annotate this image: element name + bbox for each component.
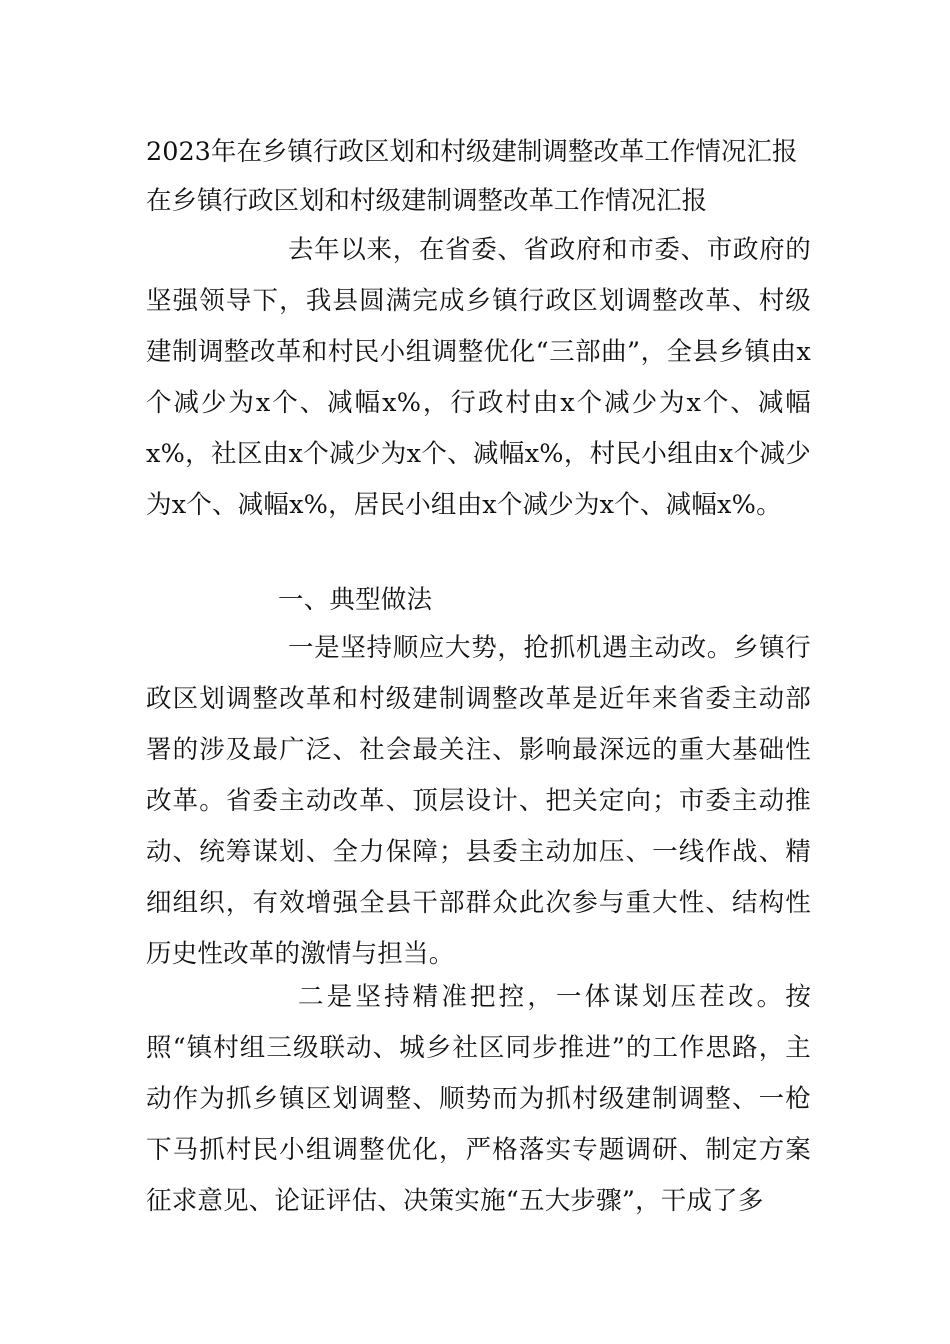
section-heading: 一、典型做法 — [278, 585, 433, 615]
paragraph-second-practice: 二是坚持精准把控，一体谋划压茬改。按照“镇村组三级联动、城乡社区同步推进”的工作思路，主动作为抓乡镇区划调整、顺势而为抓村级建制调整、一枪下马抓村民小组调整优化，严格落实专题调研、制定方案征求意见、论证评估、决策实施“五大步骤”，干成了多 — [146, 982, 811, 1216]
paragraph-first-practice: 一是坚持顺应大势，抢抓机遇主动改。乡镇行政区划调整改革和村级建制调整改革是近年来省委主动部署的涉及最广泛、社会最关注、影响最深远的重大基础性改革。省委主动改革、顶层设计、把关定向；市委主动推动、统筹谋划、全力保障；县委主动加压、一线作战、精细组织，有效增强全县干部群众此次参与重大性、结构性历史性改革的激情与担当。 — [146, 633, 811, 969]
document-title: 2023年在乡镇行政区划和村级建制调整改革工作情况汇报 — [146, 137, 798, 167]
document-subtitle: 在乡镇行政区划和村级建制调整改革工作情况汇报 — [146, 186, 708, 216]
intro-paragraph: 去年以来，在省委、省政府和市委、市政府的坚强领导下，我县圆满完成乡镇行政区划调整改革、村级建制调整改革和村民小组调整优化“三部曲”，全县乡镇由x个减少为x个、减幅x%，行政村由x个减少为x个、减幅x%，社区由x个减少为x个、减幅x%，村民小组由x个减少为x个、减幅x%，居民小组由x个减少为x个、减幅x%。 — [146, 235, 811, 520]
